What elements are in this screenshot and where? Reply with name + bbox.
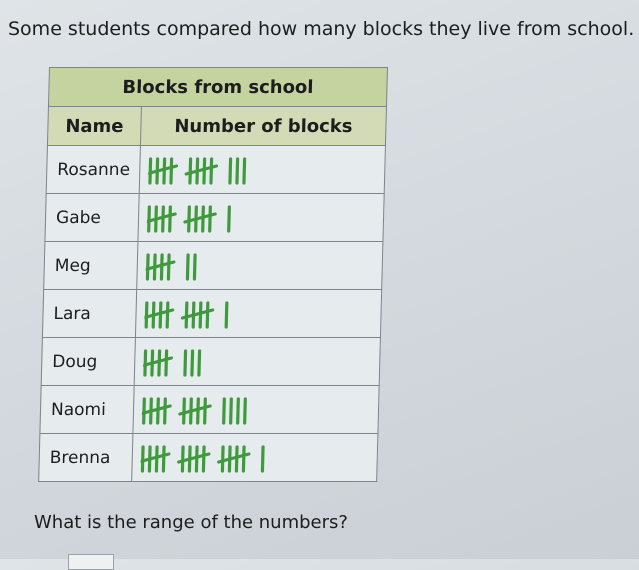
tally-marks [133,386,379,434]
table-row [45,194,384,242]
student-name: Gabe [45,194,139,242]
table-row [42,290,381,338]
tally-marks [137,242,383,290]
tally-marks [132,434,378,482]
tally-drawing [147,201,378,235]
tally-stroke [156,447,157,471]
tally-stroke [196,447,197,471]
tally-stroke [163,447,164,471]
tally-stroke [203,207,204,231]
tally-stroke [149,207,150,231]
tally-stroke [184,399,185,423]
tally-marks [134,338,380,386]
tally-stroke [182,447,183,471]
tally-drawing [140,441,371,475]
tally-stroke [164,159,165,183]
tally-stroke [168,255,169,279]
tally-drawing [142,393,373,427]
tally-stroke [189,207,190,231]
table-row [46,146,385,194]
tally-stroke [192,351,193,375]
tally-stroke [226,303,227,327]
tally-stroke [237,159,238,183]
tally-stroke [150,159,151,183]
tally-stroke [142,447,143,471]
tally-stroke [231,399,232,423]
tally-stroke [185,351,186,375]
tally-marks [139,146,385,194]
tally-stroke [194,255,195,279]
tally-stroke [190,159,191,183]
tally-stroke [211,159,212,183]
tally-stroke [198,399,199,423]
tally-drawing [144,297,375,331]
tally-drawing [148,153,379,187]
tally-drawing [143,345,374,379]
tally-drawing [145,249,376,283]
student-name: Doug [41,338,135,386]
tally-stroke [144,399,145,423]
tally-stroke [161,255,162,279]
tally-stroke [200,303,201,327]
tally-stroke [204,159,205,183]
answer-input[interactable] [68,554,114,570]
tally-stroke [222,447,223,471]
student-name: Brenna [39,434,133,482]
tally-stroke [238,399,239,423]
tally-stroke [163,207,164,231]
question-text: What is the range of the numbers? [34,512,348,533]
column-header-number: Number of blocks [140,107,386,146]
tally-stroke [262,447,263,471]
tally-stroke [224,399,225,423]
student-name: Lara [42,290,136,338]
tally-stroke [186,303,187,327]
tally-stroke [203,447,204,471]
tally-marks [138,194,384,242]
tally-stroke [199,351,200,375]
tally-stroke [187,255,188,279]
tally-stroke [160,303,161,327]
tally-stroke [147,255,148,279]
tally-stroke [244,159,245,183]
tally-stroke [158,399,159,423]
tally-marks [135,290,381,338]
table-row [40,386,379,434]
tally-stroke [166,351,167,375]
tally-stroke [245,399,246,423]
prompt-text: Some students compared how many blocks they live from school. [8,18,635,40]
tally-stroke [145,351,146,375]
column-header-name: Name [47,107,141,146]
tally-stroke [171,159,172,183]
tally-table [38,67,388,482]
tally-stroke [159,351,160,375]
tally-stroke [236,447,237,471]
table-title: Blocks from school [48,68,387,107]
table-row [39,434,378,482]
tally-stroke [205,399,206,423]
table-row [41,338,380,386]
tally-stroke [167,303,168,327]
tally-stroke [207,303,208,327]
student-name: Naomi [40,386,134,434]
tally-stroke [165,399,166,423]
tally-stroke [230,159,231,183]
student-name: Meg [44,242,138,290]
tally-stroke [229,207,230,231]
tally-stroke [243,447,244,471]
table-row [44,242,383,290]
tally-stroke [146,303,147,327]
tally-stroke [210,207,211,231]
student-name: Rosanne [46,146,140,194]
tally-stroke [170,207,171,231]
